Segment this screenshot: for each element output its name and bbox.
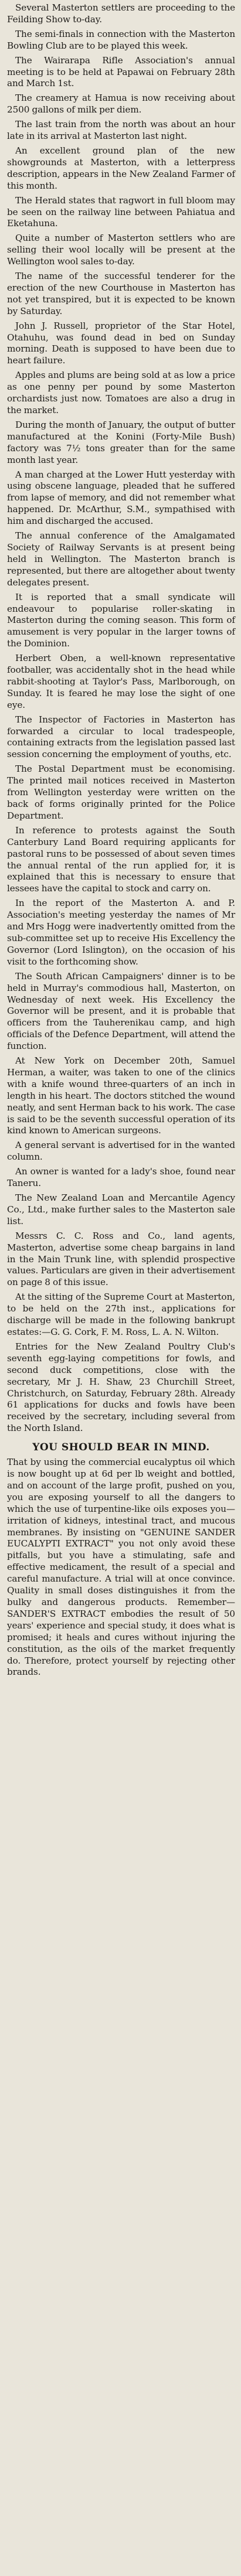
news-item: The Inspector of Factories in Masterton has forwarded a circular to local tradespeople, containing extracts from the legislation passed last session concerning the employment of youths, etc. (7, 714, 235, 760)
news-item: The annual conference of the Amalgamated Society of Railway Servants is at present being held in Wellington. The Masterton branch is represented, but there are altogether about twenty delegates present. (7, 530, 235, 588)
news-item: The name of the successful tenderer for the erection of the new Courthouse in Masterton has not yet transpired, but it is expected to be known by Saturday. (7, 271, 235, 316)
news-item: A man charged at the Lower Hutt yesterday with using obscene language, pleaded that he suffered from lapse of memory, and did not remember what happened. Dr. McArthur, S.M., sympathised with him and discharged the accused. (7, 469, 235, 527)
news-item: In reference to protests against the South Canterbury Land Board requiring applicants for pastoral runs to be possessed of about seven times the annual rental of the run applied for, it is explained that this is necessary to ensure that lessees have the capital to stock and carry on. (7, 824, 235, 894)
news-item: Several Masterton settlers are proceeding to the Feilding Show to-day. (7, 2, 235, 25)
news-item: The Postal Department must be economising. The printed mail notices received in Masterton from Wellington yesterday were written on the back of forms originally printed for the Police Department. (7, 764, 235, 821)
news-item: The Herald states that ragwort in full bloom may be seen on the railway line between Pahiatua and Eketahuna. (7, 195, 235, 229)
news-item: Herbert Oben, a well-known representative footballer, was accidentally shot in the head while rabbit-shooting at Taylor's Pass, Marlborough, on Sunday. It is feared he may lose the sight of one eye. (7, 653, 235, 710)
news-item: Messrs C. C. Ross and Co., land agents, Masterton, advertise some cheap bargains in land in the Main Trunk line, with splendid prospective values. Particulars are given in their advertisement on page 8 of this issue. (7, 1230, 235, 1288)
news-item: The South African Campaigners' dinner is to be held in Murray's commodious hall, Masterton, on Wednesday of next week. His Excellency the Governor will be present, and it is probable that officers from the Tauherenikau camp, and high officials of the Defence Department, will attend the function. (7, 970, 235, 1052)
news-item: At New York on December 20th, Samuel Herman, a waiter, was taken to one of the clinics with a knife wound three-quarters of an inch in length in his heart. The doctors stitched the wound neatly, and sent Herman back to his work. The case is said to be the seventh successful operation of its kind known to American surgeons. (7, 1055, 235, 1136)
news-item: At the sitting of the Supreme Court at Masterton, to be held on the 27th inst., applications for discharge will be made in the following bankrupt estates:—G. G. Cork, F. M. Ross, L. A. N. Wilton. (7, 1292, 235, 1337)
news-item: It is reported that a small syndicate will endeavour to popularise roller-skating in Masterton during the coming season. This form of amusement is very popular in the larger towns of the Dominion. (7, 591, 235, 649)
news-item: The Wairarapa Rifle Association's annual meeting is to be held at Papawai on February 28th and March 1st. (7, 54, 235, 89)
advert-body: That by using the commercial eucalyptus oil which is now bought up at 6d per lb weight and bottled, and on account of the large profit, pushed on you, you are exposing yourself to all the dangers to which the use of turpentine-like oils exposes you—irritation of kidneys, intestinal tract, and mucous membranes. By insisting on "GENUINE SANDER EUCALYPTI EXTRACT" you not only avoid these pitfalls, but you have a stimulating, safe and effective medicament, the result of a special and careful manufacture. A trial will at once convince. Quality in small doses distinguishes it from the bulky and dangerous products. Remember—SANDER'S EXTRACT embodies the result of 50 years' experience and special study, it does what is promised; it heals and cures without injuring the constitution, as the oils of the market frequently do. Therefore, protect yourself by rejecting other brands. (7, 1457, 235, 1678)
news-item: The New Zealand Loan and Mercantile Agency Co., Ltd., make further sales to the Masterton sale list. (7, 1192, 235, 1226)
news-item: An owner is wanted for a lady's shoe, found near Taneru. (7, 1166, 235, 1189)
advertisement (7, 1457, 235, 1678)
news-item: The creamery at Hamua is now receiving about 2500 gallons of milk per diem. (7, 93, 235, 115)
news-item: Quite a number of Masterton settlers who are selling their wool locally will be present at the Wellington wool sales to-day. (7, 233, 235, 267)
news-item: The semi-finals in connection with the Masterton Bowling Club are to be played this week. (7, 28, 235, 51)
news-item: An excellent ground plan of the new showgrounds at Masterton, with a letterpress description, appears in the New Zealand Farmer of this month. (7, 145, 235, 191)
news-item: In the report of the Masterton A. and P. Association's meeting yesterday the names of Mr and Mrs Hogg were inadvertently omitted from the sub-committee set up to receive His Excellency the Governor (Lord Islington), on the occasion of his visit to the forthcoming show. (7, 898, 235, 967)
news-item: During the month of January, the output of butter manufactured at the Konini (Forty-Mile Bush) factory was 7½ tons greater than for the same month last year. (7, 419, 235, 465)
news-item: A general servant is advertised for in the wanted column. (7, 1140, 235, 1163)
news-item: Apples and plums are being sold at as low a price as one penny per pound by some Masterton orchardists just now. Tomatoes are also a drug in the market. (7, 370, 235, 415)
advert-heading: YOU SHOULD BEAR IN MIND. (32, 1442, 210, 1454)
news-item: John J. Russell, proprietor of the Star Hotel, Otahuhu, was found dead in bed on Sunday morning. Death is supposed to have been due to heart failure. (7, 320, 235, 366)
news-item: The last train from the north was about an hour late in its arrival at Masterton last night. (7, 119, 235, 142)
news-item: Entries for the New Zealand Poultry Club's seventh egg-laying competitions for fowls, and second duck competitions, close with the secretary, Mr J. H. Shaw, 23 Churchill Street, Christchurch, on Saturday, February 28th. Already 61 applications for ducks and fowls have been received by the secretary, including several from the North Island. (7, 1341, 235, 1434)
